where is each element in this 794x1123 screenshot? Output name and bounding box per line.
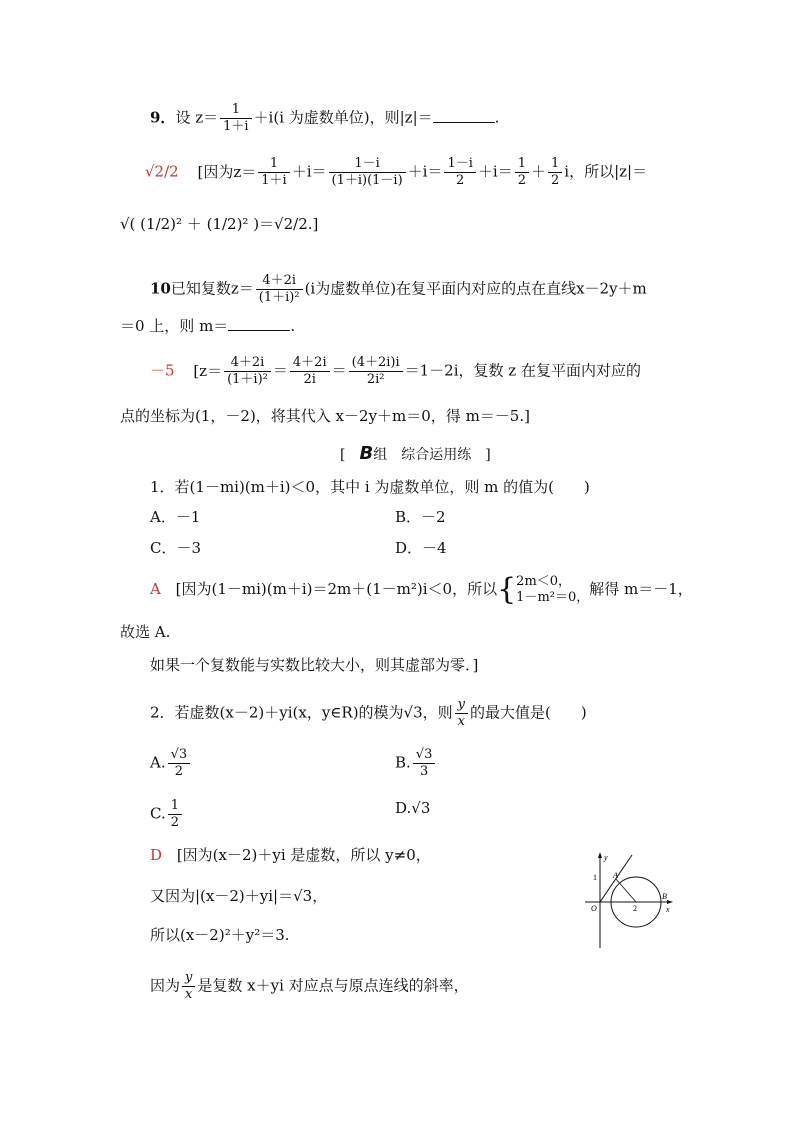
section-title: 组 综合运用练 [373,447,472,463]
p2-opt-c-frac [168,798,182,831]
p2-stem-fraction [455,697,468,730]
q10-frac-num: 4＋2i [256,273,303,290]
q9-answer-blank [433,108,495,123]
p2-opt-c-num: 1 [168,798,182,815]
p2-sol-a: [因为(x－2)＋yi 是虚数，所以 y≠0， [176,846,431,864]
p2-opt-c-den: 2 [170,815,179,830]
p1-solution-line3: 如果一个复数能与实数比较大小，则其虚部为零．] [150,656,479,674]
q9-sol-frac2-den: (1＋i)(1－i) [331,173,403,188]
p2-stem-frac-den: x [457,714,466,729]
q9-sol-frac3-den: 2 [456,173,465,188]
q10-fraction [256,273,303,306]
p1-sol-a: [因为(1－mi)(m＋i)＝2m＋(1－m²)i＜0，所以 [175,580,498,598]
q9-answer: √2/2 [145,162,179,181]
p2-opt-b-frac [413,747,436,780]
q9-solution-line1 [145,156,647,189]
q9-frac-num: 1 [220,102,251,119]
q10-stem [150,273,647,306]
q10-solution-line2: 点的坐标为(1，－2)，将其代入 x－2y＋m＝0，得 m＝－5.] [120,407,530,425]
q9-stem [150,102,499,135]
p1-option-c: C．－3 [150,539,202,557]
q10-sol-frac1-num: 4＋2i [224,355,271,372]
q9-sol-e: ＋ [531,162,547,181]
fig-label-b: B [662,892,667,901]
q10-sol-frac2-den: 2i [303,372,316,387]
q9-stem-b: ＋i(i 为虚数单位)，则|z|＝ [253,108,433,127]
fig-label-a: A [613,871,618,880]
p2-stem-a: 2．若虚数(x－2)＋yi(x，y∈R)的模为√3，则 [150,703,453,722]
q9-frac-den: 1＋i [223,119,249,134]
q10-sol-frac1 [224,355,271,388]
p1-sys2: 1－m²＝0， [516,590,590,605]
q10-sol-frac2-num: 4＋2i [290,355,330,372]
p2-answer: D [150,846,163,864]
q9-sol-frac5-den: 2 [551,173,560,188]
q9-sol-frac5 [548,156,562,189]
p2-opt-a-label: A. [150,753,166,772]
x-axis-arrow-icon [667,900,673,904]
q9-sol-frac3-num: 1－i [444,156,475,173]
q10-sol-frac1-den: (1＋i)² [227,372,268,387]
fig-label-one: 1 [593,873,597,882]
q9-sol-frac1 [258,156,289,189]
p2-solution-line2: 又因为|(x－2)＋yi|＝√3， [150,887,328,905]
q10-sol-c: ＝ [331,361,347,380]
p1-option-d: D．－4 [395,539,447,557]
q10-sol-a: [z＝ [193,361,223,380]
q9-sol-b: ＋i＝ [291,162,327,181]
q9-sol-frac1-den: 1＋i [261,173,287,188]
q10-sol-frac2 [290,355,330,388]
p2-sol-l4-num: y [182,970,195,987]
q9-stem-a: 设 z＝ [175,108,219,127]
p2-opt-c-label: C. [150,804,166,823]
p1-sol-b: 解得 m＝－1， [589,580,693,598]
q10-frac-den: (1＋i)² [258,290,300,305]
q10-solution-line1 [150,355,641,388]
q9-sol-frac3 [444,156,475,189]
q9-sol-c: ＋i＝ [407,162,443,181]
section-header: [ B组 综合运用练 ] [340,443,491,464]
p2-option-a [150,747,192,780]
p1-solution-line1 [150,574,693,606]
p2-sol-l4a: 因为 [150,976,181,995]
q9-sol-frac4 [515,156,529,189]
p2-opt-b-label: B. [395,753,411,772]
q9-sol-d: ＋i＝ [477,162,513,181]
q10-sol-frac3-num: (4＋2i)i [349,355,403,372]
radius-line [616,879,636,902]
q9-solution-line2: √( (1/2)² ＋ (1/2)² )＝√2/2.] [120,215,319,233]
p2-opt-b-den: 3 [419,764,429,779]
p2-solution-line3: 所以(x－2)²＋y²＝3. [150,926,290,944]
fig-label-two: 2 [633,904,637,913]
q10-stem-line2 [120,316,295,336]
p2-opt-a-frac [168,747,191,780]
p1-stem: 1．若(1－mi)(m＋i)＜0，其中 i 为虚数单位，则 m 的值为( ) [150,478,590,496]
p1-option-b: B．－2 [395,508,446,526]
q10-number: 10 [150,279,171,298]
q10-stem-a: 已知复数z＝ [170,279,254,298]
p2-option-d: D.√3 [395,799,431,817]
p2-sol-l4-den: x [185,987,193,1002]
p2-stem-frac-num: y [455,697,468,714]
q9-sol-frac2 [329,156,406,189]
p2-opt-a-num: √3 [168,747,191,764]
q9-sol-frac4-den: 2 [517,173,526,188]
q9-sol-frac2-num: 1－i [329,156,406,173]
p2-opt-a-den: 2 [174,764,184,779]
q10-answer-blank [228,316,290,331]
fig-label-x: x [666,905,670,914]
p1-system [516,574,589,606]
p2-solution-line4 [150,970,469,1003]
section-letter: B [359,443,374,464]
q9-sol-a: [因为z＝ [197,162,257,181]
q10-stem-b: (i为虚数单位)在复平面内对应的点在直线x－2y＋m [304,279,647,298]
fig-label-y: y [604,853,608,862]
p2-sol-l4b: 是复数 x＋yi 对应点与原点连线的斜率， [197,976,469,995]
q9-stem-end: . [494,108,500,127]
p2-sol-l4-frac [182,970,195,1003]
q10-answer: －5 [150,361,175,380]
q10-sol-frac3 [349,355,403,388]
q10-sol-b: ＝ [272,361,288,380]
p2-stem-b: 的最大值是( ) [470,703,587,722]
p1-solution-line2: 故选 A. [120,623,171,641]
q9-sol-frac4-num: 1 [515,156,529,173]
p2-stem [150,697,587,730]
circle-figure [580,850,675,950]
q10-stem-end: . [290,317,296,335]
q9-number: 9． [150,108,176,127]
q9-sol-frac1-num: 1 [258,156,289,173]
p1-answer: A [150,580,161,598]
p2-option-b [395,747,437,780]
p2-option-c [150,798,184,831]
q9-sol-frac5-num: 1 [548,156,562,173]
q10-sol-frac3-den: 2i² [366,372,385,387]
y-axis-arrow-icon [598,852,602,858]
p1-sys1: 2m＜0， [516,574,572,589]
p2-solution-line1 [150,845,431,865]
p1-option-a: A．－1 [150,508,201,526]
q10-stem-line2-text: ＝0 上，则 m＝ [120,317,229,335]
p2-opt-b-num: √3 [413,747,436,764]
q10-sol-d: ＝1－2i，复数 z 在复平面内对应的 [404,361,641,380]
left-brace-icon: { [497,572,517,607]
fig-label-o: O [591,904,597,913]
q9-sol-f: i，所以|z|＝ [564,162,648,181]
q9-fraction [220,102,251,135]
